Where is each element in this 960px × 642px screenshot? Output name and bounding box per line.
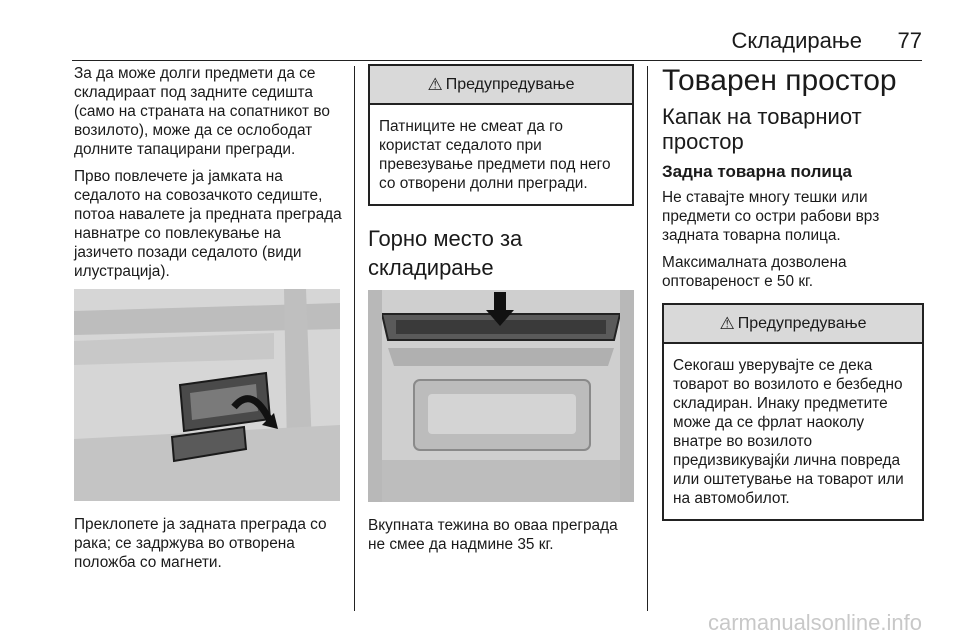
- warning-text: Секогаш уверувајте се дека товарот во возилото е безбедно складиран. Инаку предметите може да се фрлат наоколу внатре во возилото предизвикувајќи лична повреда или оштетување на товарот или на автомобилот.: [673, 357, 904, 507]
- paragraph: Максималната дозволена оптовареност е 50 кг.: [662, 254, 847, 290]
- warning-triangle-icon: ⚠: [719, 313, 735, 333]
- warning-triangle-icon: ⚠: [427, 74, 443, 94]
- warning-text: Патниците не смеат да го користат седалото при превезување предмети под него со отворени долни прегради.: [379, 118, 611, 192]
- paragraph: Прво повлечете ја јамката на седалото на совозачкото седиште, потоа навалете ја предната преграда навнатре со повлекување на јазичето позади седалото (види илустрација).: [74, 168, 342, 280]
- warning-header: [664, 305, 922, 344]
- warning-title: Предупредување: [737, 314, 867, 332]
- page-header: [0, 28, 960, 58]
- watermark: carmanualsonline.info: [707, 610, 922, 635]
- column-2: [368, 64, 634, 562]
- section-heading: Капак на товарниот простор: [662, 104, 862, 154]
- warning-box: [368, 64, 634, 206]
- page-number: 77: [897, 28, 922, 53]
- header-rule: [72, 60, 922, 61]
- chapter-heading: Товарен простор: [662, 64, 897, 97]
- column-divider: [647, 66, 648, 611]
- seat-compartment-illustration: [74, 289, 340, 501]
- column-1: [74, 64, 342, 580]
- column-3: [662, 64, 924, 539]
- paragraph: Не ставајте многу тешки или предмети со остри рабови врз задната товарна полица.: [662, 189, 880, 244]
- warning-title: Предупредување: [445, 75, 575, 93]
- warning-box: [662, 303, 924, 521]
- warning-header: [370, 66, 632, 105]
- paragraph: За да може долги предмети да се складираат под задните седишта (само на страната на сопатникот во возилото), може да се ослободат долните тапацирани прегради.: [74, 65, 330, 158]
- subsection-heading: Задна товарна полица: [662, 162, 852, 181]
- chapter-title: Складирање: [731, 28, 862, 53]
- paragraph: Преклопете ја задната преграда со рака; се задржува во отворена положба со магнети.: [74, 516, 327, 571]
- figure-caption: Вкупната тежина во оваа преграда не смее да надмине 35 кг.: [368, 517, 618, 553]
- section-heading: Горно место за складирање: [368, 226, 523, 280]
- column-divider: [354, 66, 355, 611]
- upper-storage-illustration: [368, 290, 634, 502]
